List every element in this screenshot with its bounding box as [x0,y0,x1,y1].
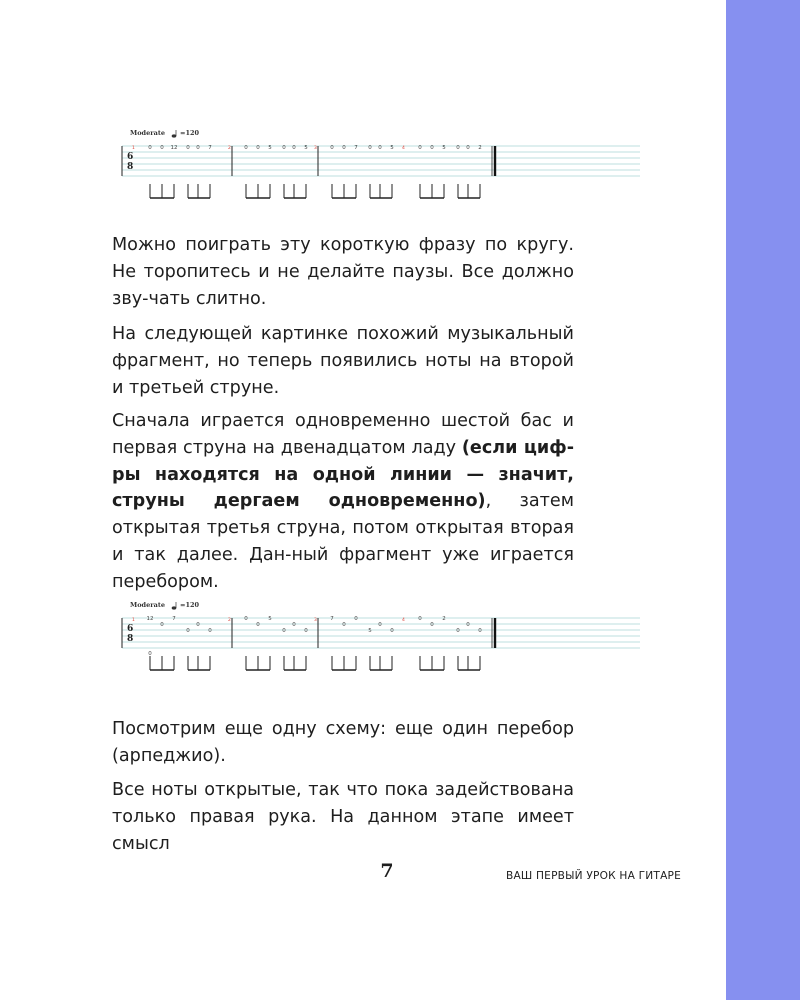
tab-note: 0 [378,622,382,628]
tab-note: 0 [186,628,190,634]
tab-note: 0 [466,145,470,151]
time-signature-top: 6 [127,152,134,162]
paragraph-4 [112,716,574,770]
tab-note: 7 [208,145,212,151]
tab-note: 0 [256,622,260,628]
tab-note: 0 [160,145,164,151]
tab-note: 5 [390,145,394,151]
tab2-svg [116,598,646,688]
tempo-note-icon [172,134,177,137]
guitar-tab-2 [116,598,646,688]
tempo-value: =120 [180,129,200,137]
tab-note: 0 [418,616,422,622]
tab-note: 5 [268,616,272,622]
tab-note: 0 [430,622,434,628]
paragraph-3-text-start: Сначала играется одновременно шестой бас и первая струна на двенадцатом ладу [112,411,574,458]
tab-note: 0 [196,622,200,628]
tab-note: 0 [304,628,308,634]
measure-number: 3 [314,146,317,151]
tab-note: 0 [368,145,372,151]
measure-number: 1 [132,618,135,623]
paragraph-4-text: Посмотрим еще одну схему: еще один перебор (арпеджио). [112,719,574,766]
time-signature-bottom: 8 [127,634,134,644]
tab-note: 0 [342,622,346,628]
tab-note: 5 [268,145,272,151]
tab-note: 7 [354,145,358,151]
tab-note: 0 [208,628,212,634]
tab1-svg [116,126,646,216]
paragraph-2 [112,321,574,401]
paragraph-5-text: Все ноты открытые, так что пока задействована только правая рука. На данном этапе имеет смысл [112,780,574,854]
tab-note: 2 [478,145,482,151]
tab-note: 0 [244,145,248,151]
tab-note: 0 [196,145,200,151]
paragraph-1 [112,232,574,312]
bass-note: 0 [148,651,152,657]
time-signature-top: 6 [127,624,134,634]
paragraph-3 [112,408,574,596]
tab-note: 0 [330,145,334,151]
paragraph-3-bold: (если циф-ры находятся на одной линии — значит, струны дергаем одновременно) [112,437,574,512]
paragraph-3-text-end: , затем открытая третья струна, потом открытая вторая и так далее. Дан-ный фрагмент уже играется перебором. [112,491,574,592]
tab-note: 7 [172,616,176,622]
tab-note: 0 [478,628,482,634]
running-title: ВАШ ПЕРВЫЙ УРОК НА ГИТАРЕ [506,870,682,882]
page-number: 7 [380,860,394,882]
tab-note: 0 [456,145,460,151]
tab-note: 0 [282,628,286,634]
tab-note: 0 [256,145,260,151]
tab-note: 0 [292,145,296,151]
measure-number: 4 [402,146,405,151]
tab-note: 0 [244,616,248,622]
tab-note: 12 [170,145,178,151]
measure-number: 2 [228,146,231,151]
measure-number: 4 [402,618,405,623]
tempo-label: Moderate [130,129,165,137]
tab-note: 0 [160,622,164,628]
paragraph-1-text: Можно поиграть эту короткую фразу по кругу. Не торопитесь и не делайте паузы. Все должно зву-чать слитно. [112,235,574,309]
side-band [726,0,800,1000]
tab-note: 0 [186,145,190,151]
tab-note: 0 [466,622,470,628]
tab-note: 5 [304,145,308,151]
tab-note: 0 [456,628,460,634]
measure-number: 3 [314,618,317,623]
tab-note: 0 [418,145,422,151]
tab-note: 0 [354,616,358,622]
time-signature-bottom: 8 [127,162,134,172]
tempo-label: Moderate [130,601,165,609]
paragraph-2-text: На следующей картинке похожий музыкальный фрагмент, но теперь появились ноты на второй и третьей струне. [112,324,574,398]
tab-note: 0 [390,628,394,634]
tab-note: 2 [442,616,446,622]
tab-note: 5 [368,628,372,634]
measure-number: 2 [228,618,231,623]
tab-note: 0 [378,145,382,151]
tab-note: 12 [146,616,154,622]
paragraph-5 [112,777,574,857]
tab-note: 0 [342,145,346,151]
tab-note: 0 [148,145,152,151]
tab-note: 5 [442,145,446,151]
tab-note: 0 [292,622,296,628]
tab-note: 7 [330,616,334,622]
tab-note: 0 [430,145,434,151]
tempo-value: =120 [180,601,200,609]
tempo-note-icon [172,606,177,609]
guitar-tab-1 [116,126,646,216]
measure-number: 1 [132,146,135,151]
tab-note: 0 [282,145,286,151]
